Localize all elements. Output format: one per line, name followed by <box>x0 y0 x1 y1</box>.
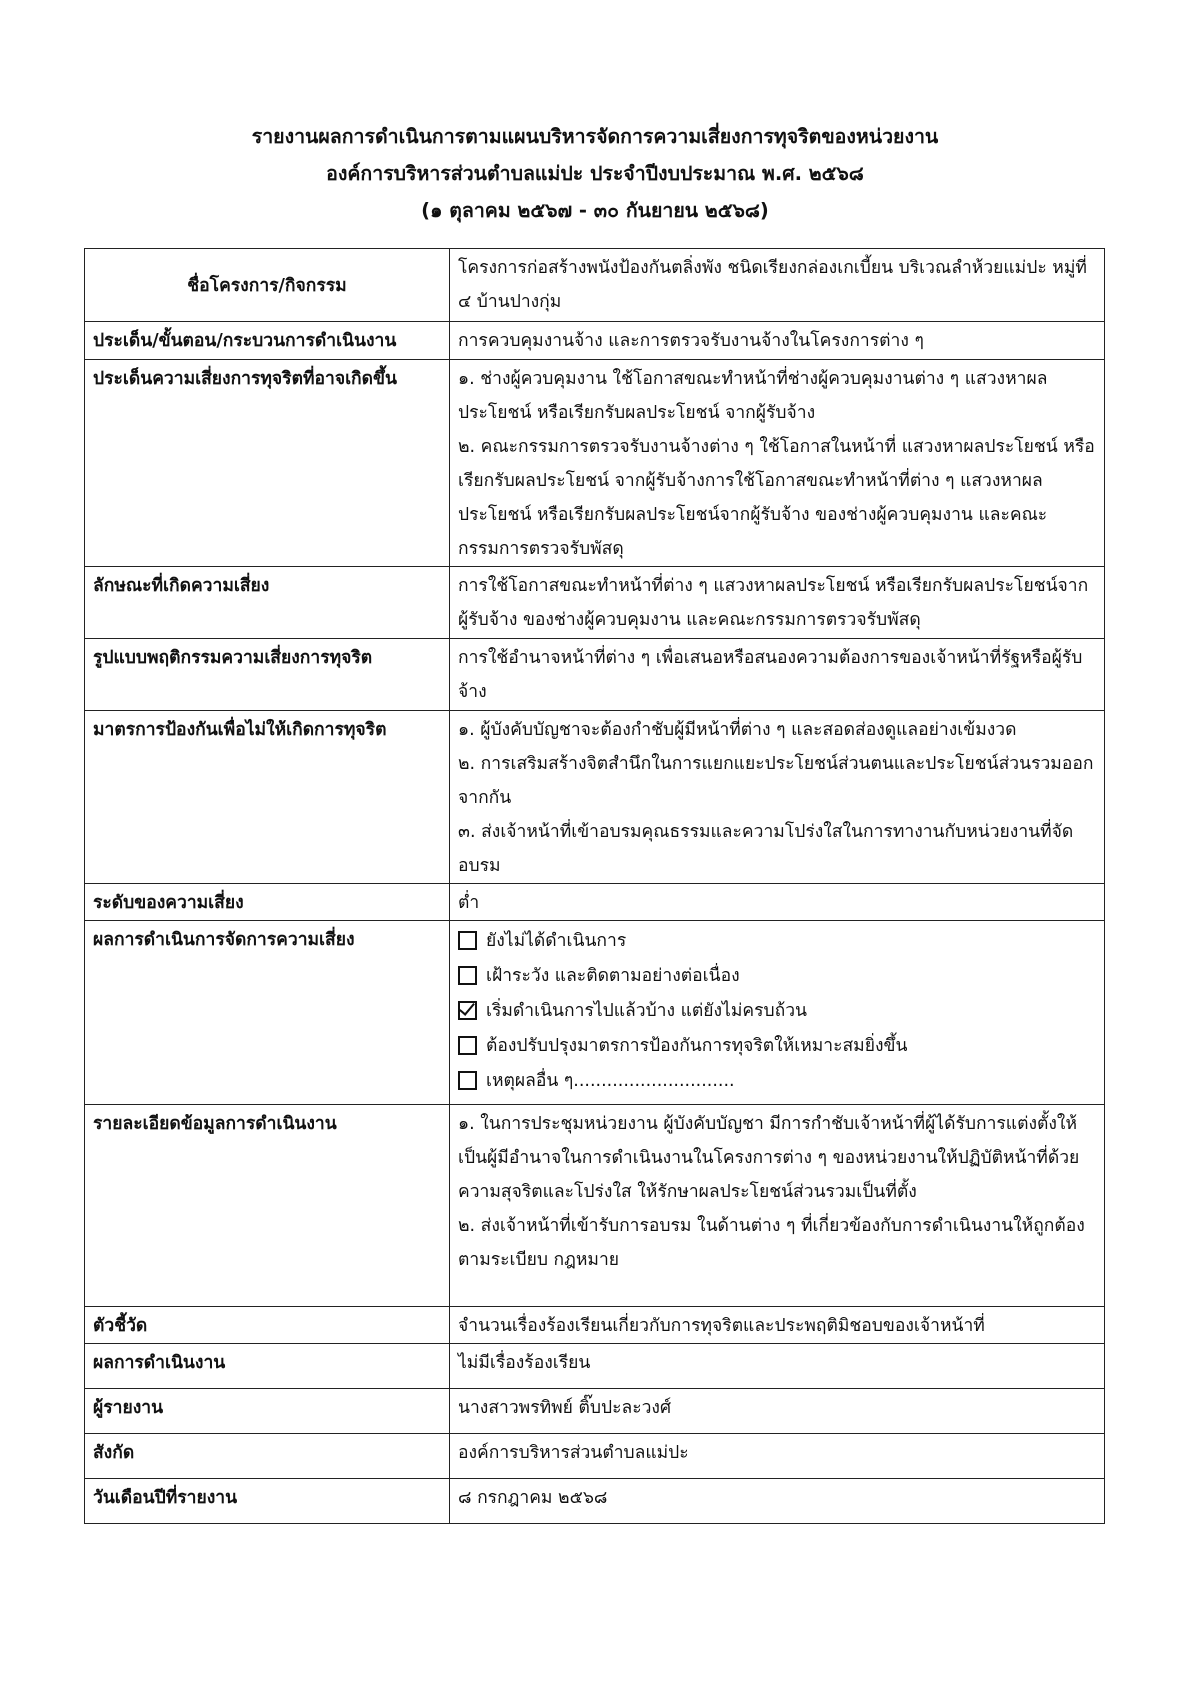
value-process: การควบคุมงานจ้าง และการตรวจรับงานจ้างในโครงการต่าง ๆ <box>450 322 1105 360</box>
title-line-2: องค์การบริหารส่วนตำบลแม่ปะ ประจำปีงบประมาณ พ.ศ. ๒๕๖๘ <box>326 162 864 185</box>
title-line-1: รายงานผลการดำเนินการตามแผนบริหารจัดการความเสี่ยงการทุจริตของหน่วยงาน <box>251 125 939 148</box>
label-risk-issue: ประเด็นความเสี่ยงการทุจริตที่อาจเกิดขึ้น <box>85 360 450 567</box>
checkbox-icon <box>458 931 477 950</box>
value-project: โครงการก่อสร้างพนังป้องกันตลิ่งพัง ชนิดเรียงกล่องเกเบี้ยน บริเวณลำห้วยแม่ปะ หมู่ที่ ๔ บ้านปางกุ่ม <box>450 249 1105 322</box>
value-risk-level: ต่ำ <box>450 884 1105 921</box>
row-outcome <box>85 1344 1105 1389</box>
label-details: รายละเอียดข้อมูลการดำเนินงาน <box>85 1105 450 1307</box>
value-behavior: การใช้อำนาจหน้าที่ต่าง ๆ เพื่อเสนอหรือสนองความต้องการของเจ้าหน้าที่รัฐหรือผู้รับจ้าง <box>450 639 1105 711</box>
checkbox-icon <box>458 966 477 985</box>
value-prevention <box>450 711 1105 884</box>
risk-issue-item-2: ๒. คณะกรรมการตรวจรับงานจ้างต่าง ๆ ใช้โอกาสในหน้าที่ แสวงหาผลประโยชน์ หรือเรียกรับผลประโยชน์ จากผู้รับจ้างการใช้โอกาสขณะทำหน้าที่ต่าง ๆ แสวงหาผลประโยชน์ หรือเรียกรับผลประโยชน์จากผู้รับจ้าง ของช่างผู้ควบคุมงาน และคณะกรรมการตรวจรับพัสดุ <box>458 437 1095 559</box>
status-option-label: เฝ้าระวัง และติดตามอย่างต่อเนื่อง <box>486 965 740 986</box>
status-option-1 <box>458 923 1096 958</box>
prevention-item-3: ๓. ส่งเจ้าหน้าที่เข้าอบรมคุณธรรมและความโปร่งใสในการทางานกับหน่วยงานที่จัดอบรม <box>458 822 1074 876</box>
value-result-status <box>450 921 1105 1105</box>
label-result-status: ผลการดำเนินการจัดการความเสี่ยง <box>85 921 450 1105</box>
row-process <box>85 322 1105 360</box>
details-item-1: ๑. ในการประชุมหน่วยงาน ผู้บังคับบัญชา มีการกำชับเจ้าหน้าที่ผู้ได้รับการแต่งตั้งให้เป็นผู้มีอำนาจในการดำเนินงานในโครงการต่าง ๆ ของหน่วยงานให้ปฏิบัติหน้าที่ด้วยความสุจริตและโปร่งใส ให้รักษาผลประโยชน์ส่วนรวมเป็นที่ตั้ง <box>458 1114 1080 1202</box>
value-risk-issue <box>450 360 1105 567</box>
label-affiliation: สังกัด <box>85 1434 450 1479</box>
label-prevention: มาตรการป้องกันเพื่อไม่ให้เกิดการทุจริต <box>85 711 450 884</box>
label-outcome: ผลการดำเนินงาน <box>85 1344 450 1389</box>
row-details <box>85 1105 1105 1307</box>
report-title <box>0 118 1190 229</box>
title-line-3: (๑ ตุลาคม ๒๕๖๗ - ๓๐ กันยายน ๒๕๖๘) <box>421 199 769 222</box>
value-details <box>450 1105 1105 1307</box>
status-option-4 <box>458 1028 1096 1063</box>
label-process: ประเด็น/ขั้นตอน/กระบวนการดำเนินงาน <box>85 322 450 360</box>
report-table <box>84 248 1105 1524</box>
value-indicator: จำนวนเรื่องร้องเรียนเกี่ยวกับการทุจริตและประพฤติมิชอบของเจ้าหน้าที่ <box>450 1307 1105 1344</box>
status-option-label: ยังไม่ได้ดำเนินการ <box>486 930 627 951</box>
label-risk-level: ระดับของความเสี่ยง <box>85 884 450 921</box>
label-indicator: ตัวชี้วัด <box>85 1307 450 1344</box>
status-option-label: เริ่มดำเนินการไปแล้วบ้าง แต่ยังไม่ครบถ้วน <box>486 1000 807 1021</box>
label-reporter: ผู้รายงาน <box>85 1389 450 1434</box>
status-option-label: เหตุผลอื่น ๆ............................. <box>486 1070 735 1091</box>
label-report-date: วันเดือนปีที่รายงาน <box>85 1479 450 1524</box>
status-option-3 <box>458 993 1096 1028</box>
row-prevention <box>85 711 1105 884</box>
value-report-date: ๘ กรกฎาคม ๒๕๖๘ <box>450 1479 1105 1524</box>
row-behavior <box>85 639 1105 711</box>
risk-issue-item-1: ๑. ช่างผู้ควบคุมงาน ใช้โอกาสขณะทำหน้าที่ช่างผู้ควบคุมงานต่าง ๆ แสวงหาผลประโยชน์ หรือเรียกรับผลประโยชน์ จากผู้รับจ้าง <box>458 369 1048 423</box>
prevention-item-1: ๑. ผู้บังคับบัญชาจะต้องกำชับผู้มีหน้าที่ต่าง ๆ และสอดส่องดูแลอย่างเข้มงวด <box>458 720 1017 740</box>
row-affiliation <box>85 1434 1105 1479</box>
value-outcome: ไม่มีเรื่องร้องเรียน <box>450 1344 1105 1389</box>
value-risk-nature: การใช้โอกาสขณะทำหน้าที่ต่าง ๆ แสวงหาผลประโยชน์ หรือเรียกรับผลประโยชน์จากผู้รับจ้าง ของช่างผู้ควบคุมงาน และคณะกรรมการตรวจรับพัสดุ <box>450 567 1105 639</box>
checkbox-checked-icon <box>458 1001 477 1020</box>
status-option-label: ต้องปรับปรุงมาตรการป้องกันการทุจริตให้เหมาะสมยิ่งขึ้น <box>486 1035 908 1056</box>
value-reporter: นางสาวพรทิพย์ ติ๊บปะละวงศ์ <box>450 1389 1105 1434</box>
row-risk-issue <box>85 360 1105 567</box>
row-risk-level <box>85 884 1105 921</box>
status-option-2 <box>458 958 1096 993</box>
row-reporter <box>85 1389 1105 1434</box>
details-item-2: ๒. ส่งเจ้าหน้าที่เข้ารับการอบรม ในด้านต่าง ๆ ที่เกี่ยวข้องกับการดำเนินงานให้ถูกต้องตามระเบียบ กฎหมาย <box>458 1216 1085 1270</box>
checkbox-icon <box>458 1036 477 1055</box>
label-risk-nature: ลักษณะที่เกิดความเสี่ยง <box>85 567 450 639</box>
label-project: ชื่อโครงการ/กิจกรรม <box>85 249 450 322</box>
label-behavior: รูปแบบพฤติกรรมความเสี่ยงการทุจริต <box>85 639 450 711</box>
row-indicator <box>85 1307 1105 1344</box>
row-result-status <box>85 921 1105 1105</box>
row-project <box>85 249 1105 322</box>
prevention-item-2: ๒. การเสริมสร้างจิตสำนึกในการแยกแยะประโยชน์ส่วนตนและประโยชน์ส่วนรวมออกจากกัน <box>458 754 1094 808</box>
checkbox-icon <box>458 1071 477 1090</box>
row-report-date <box>85 1479 1105 1524</box>
status-option-5 <box>458 1063 1096 1098</box>
value-affiliation: องค์การบริหารส่วนตำบลแม่ปะ <box>450 1434 1105 1479</box>
row-risk-nature <box>85 567 1105 639</box>
